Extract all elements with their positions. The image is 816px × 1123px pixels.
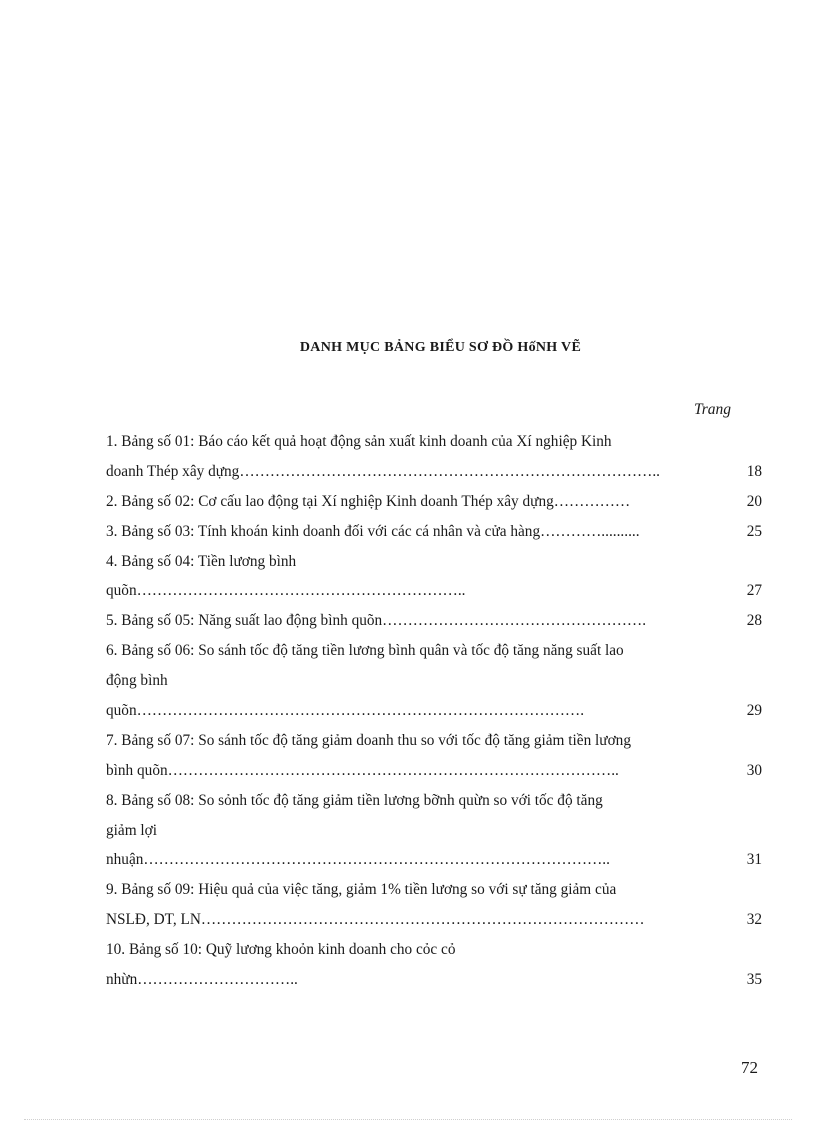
toc-entry-3-page: 25 [746,523,762,540]
toc-entry-9-line-2: NSLĐ, DT, LN…………………………………………………………………………… [106,911,645,928]
toc-entry-10-page: 35 [746,971,762,988]
toc-entry-7-page: 30 [746,762,762,779]
toc-entry-10-line-1: 10. Bảng số 10: Quỹ lương khoỏn kinh doanh cho cỏc cỏ [106,941,456,958]
toc-entry-5-page: 28 [746,612,762,629]
toc-entry-2-line-1: 2. Bảng số 02: Cơ cấu lao động tại Xí nghiệp Kinh doanh Thép xây dựng…………… [106,493,631,510]
toc-entry-1-page: 18 [746,463,762,480]
toc-entry-4-line-1: 4. Bảng số 04: Tiền lương bình [106,553,297,570]
toc-entry-6-line-2: động bình [106,672,168,689]
page-number: 72 [741,1058,758,1077]
toc-entry-1-line-1: 1. Bảng số 01: Báo cáo kết quả hoạt động sản xuất kinh doanh của Xí nghiệp Kinh [106,433,612,450]
toc-entry-8-line-1: 8. Bảng số 08: So sỏnh tốc độ tăng giảm tiền lương bỡnh quừn so với tốc độ tăng [106,792,603,809]
page-title: DANH MỤC BẢNG BIỂU SƠ ĐỒ HốNH VẼ [299,340,582,355]
toc-entry-6-line-3: quõn……………………………………………………………………………. [106,702,585,719]
toc-entry-10-line-2: nhừn………………………….. [106,971,298,988]
toc-entry-9-page: 32 [746,911,762,928]
toc-entry-6-line-1: 6. Bảng số 06: So sánh tốc độ tăng tiền lương bình quân và tốc độ tăng năng suất lao [106,642,624,659]
toc-entry-2-page: 20 [746,493,762,510]
toc-entry-8-line-3: nhuận……………………………………………………………………………….. [106,851,610,868]
toc-entry-4-page: 27 [746,582,762,599]
toc-entry-9-line-1: 9. Bảng số 09: Hiệu quả của việc tăng, giảm 1% tiền lương so với sự tăng giảm của [106,881,617,898]
toc-entry-7-line-2: bình quõn…………………………………………………………………………….. [106,762,619,779]
toc-entry-3-line-1: 3. Bảng số 03: Tính khoán kinh doanh đối với các cá nhân và cửa hàng………….......... [106,523,640,540]
toc-entry-5-line-1: 5. Bảng số 05: Năng suất lao động bình quõn……………………………………………. [106,612,647,629]
toc-entry-7-line-1: 7. Bảng số 07: So sánh tốc độ tăng giảm doanh thu so với tốc độ tăng giảm tiền lương [106,732,631,749]
page-bottom-divider [24,1119,792,1120]
toc-entry-1-line-2: doanh Thép xây dựng……………………………………………………………………….. [106,463,660,480]
toc-entry-8-page: 31 [746,851,762,868]
toc-entry-4-line-2: quõn……………………………………………………….. [106,582,466,599]
page-column-label: Trang [694,401,732,418]
toc-entry-6-page: 29 [746,702,762,719]
toc-entry-8-line-2: giảm lợi [106,822,157,839]
